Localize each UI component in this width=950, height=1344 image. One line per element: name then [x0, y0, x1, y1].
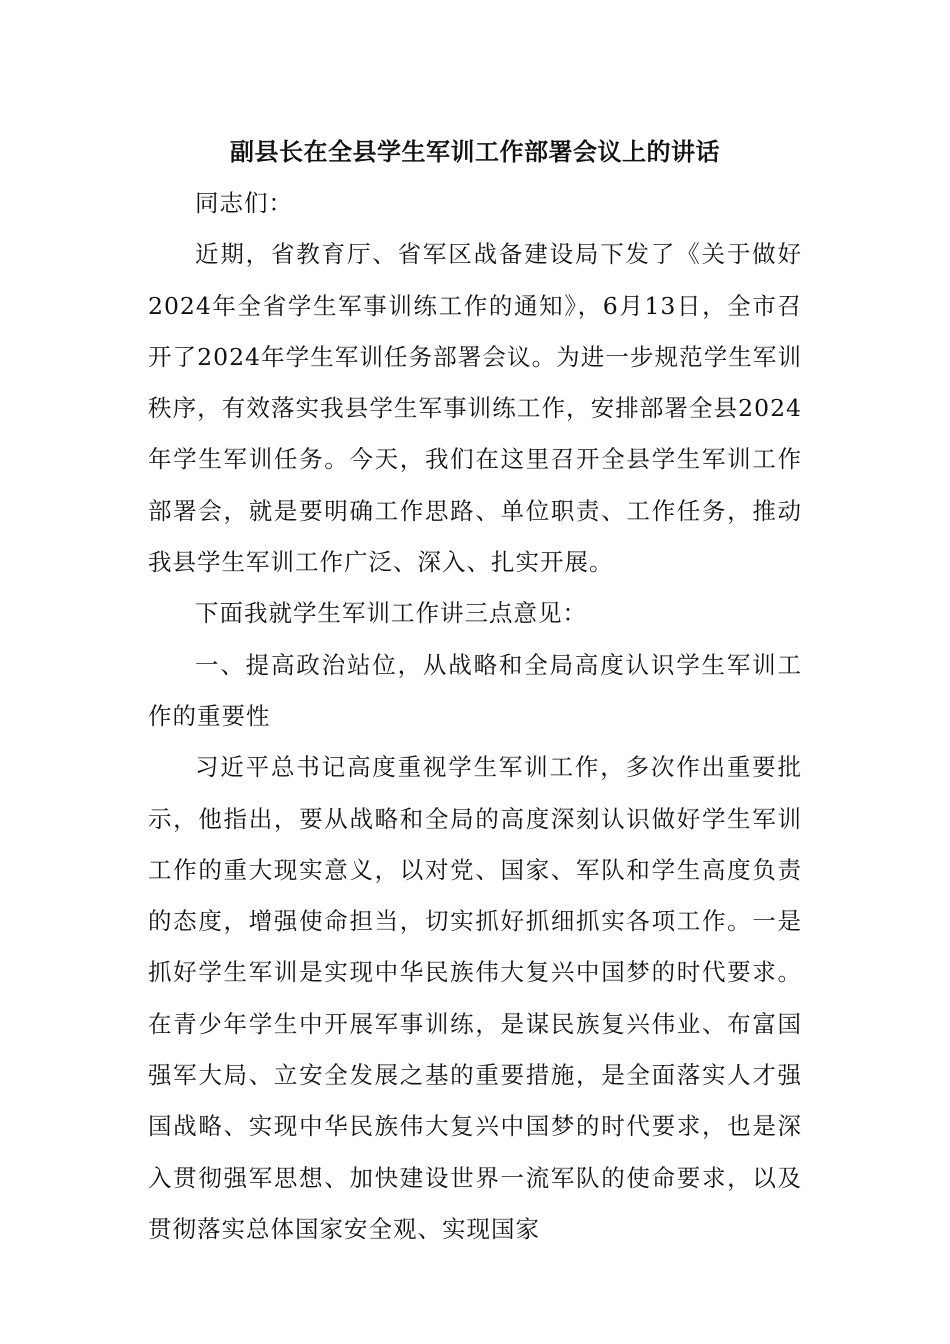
document-title: 副县长在全县学生军训工作部署会议上的讲话: [230, 137, 720, 166]
document-body: [148, 178, 802, 1255]
paragraph-opinions-lead: 下面我就学生军训工作讲三点意见：: [195, 599, 587, 628]
paragraph-section-1-body: 习近平总书记高度重视学生军训工作，多次作出重要批示，他指出，要从战略和全局的高度深刻认识做好学生军训工作的重大现实意义，以对党、国家、军队和学生高度负责的态度，增强使命担当，切实抓好抓细抓实各项工作。一是抓好学生军训是实现中华民族伟大复兴中国梦的时代要求。在青少年学生中开展军事训练，是谋民族复兴伟业、布富国强军大局、立安全发展之基的重要措施，是全面落实人才强国战略、实现中华民族伟大复兴中国梦的时代要求，也是深入贯彻强军思想、加快建设世界一流军队的使命要求，以及贯彻落实总体国家安全观、实现国家: [148, 753, 802, 1243]
paragraph-intro: 近期，省教育厅、省军区战备建设局下发了《关于做好2024年全省学生军事训练工作的通知》，6月13日，全市召开了2024年学生军训任务部署会议。为进一步规范学生军训秩序，有效落实我县学生军事训练工作，安排部署全县2024年学生军训任务。今天，我们在这里召开全县学生军训工作部署会，就是要明确工作思路、单位职责、工作任务，推动我县学生军训工作广泛、深入、扎实开展。: [148, 240, 802, 577]
salutation: 同志们：: [195, 189, 293, 217]
section-heading-1: 一、提高政治站位，从战略和全局高度认识学生军训工作的重要性: [148, 650, 802, 730]
